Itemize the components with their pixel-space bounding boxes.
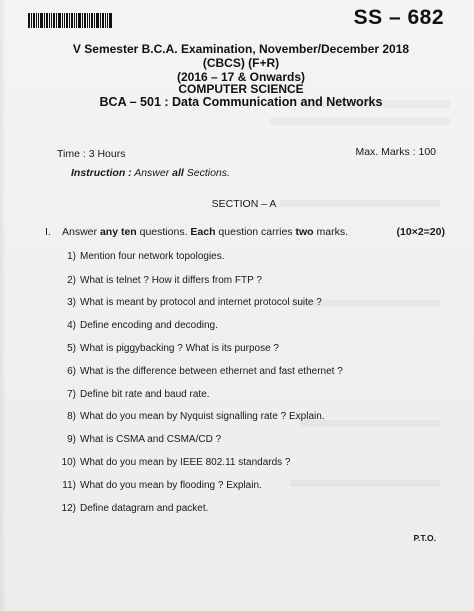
- question-number: 3): [67, 297, 76, 308]
- question-item: [58, 389, 210, 400]
- question-text: What is meant by protocol and internet protocol suite ?: [80, 297, 322, 308]
- question-number: 10): [61, 457, 76, 468]
- question-text: What do you mean by Nyquist signalling rate ? Explain.: [80, 411, 325, 422]
- subject-name: COMPUTER SCIENCE: [178, 82, 304, 96]
- time-allowed: Time : 3 Hours: [57, 148, 126, 160]
- main-question-text: [62, 226, 348, 238]
- instruction-text-after: Sections.: [183, 167, 230, 179]
- question-text: What is the difference between ethernet and fast ethernet ?: [80, 366, 343, 377]
- question-number: 8): [67, 411, 76, 422]
- mq-text-4: marks.: [313, 226, 348, 238]
- question-item: [58, 343, 279, 354]
- mq-bold-2: Each: [190, 226, 216, 238]
- max-marks: Max. Marks : 100: [355, 146, 436, 158]
- bleed-through: [270, 118, 450, 125]
- mq-bold-3: two: [295, 226, 314, 238]
- instruction-emphasis: all: [172, 167, 184, 179]
- page-edge-shadow: [0, 0, 6, 611]
- question-text: What do you mean by IEEE 802.11 standards ?: [80, 457, 291, 468]
- question-item: [58, 411, 325, 422]
- question-item: [58, 503, 208, 514]
- question-item: [58, 320, 218, 331]
- section-title: SECTION – A: [211, 198, 277, 210]
- barcode-icon: [28, 13, 112, 28]
- question-item: [58, 297, 322, 308]
- bleed-through: [290, 480, 440, 487]
- course-title: BCA – 501 : Data Communication and Networks: [99, 95, 383, 109]
- question-text: What is piggybacking ? What is its purpose ?: [80, 343, 279, 354]
- pto-label: P.T.O.: [413, 533, 436, 543]
- question-number: 5): [67, 343, 76, 354]
- question-number: 6): [67, 366, 76, 377]
- mq-text-3: question carries: [215, 226, 296, 238]
- question-text: What do you mean by flooding ? Explain.: [80, 480, 262, 491]
- question-text: Define encoding and decoding.: [80, 320, 218, 331]
- main-question-number: I.: [45, 226, 51, 238]
- question-item: [58, 366, 343, 377]
- question-number: 1): [67, 251, 76, 262]
- question-text: What is telnet ? How it differs from FTP ?: [80, 275, 262, 286]
- mq-text-1: Answer: [62, 226, 100, 238]
- instruction: [71, 167, 230, 179]
- question-text: What is CSMA and CSMA/CD ?: [80, 434, 222, 445]
- question-item: [58, 275, 262, 286]
- mq-bold-1: any ten: [99, 226, 137, 238]
- exam-batch: (2016 – 17 & Onwards): [176, 70, 306, 84]
- question-text: Define bit rate and baud rate.: [80, 389, 210, 400]
- question-number: 12): [61, 503, 76, 514]
- instruction-text-before: Answer: [134, 167, 173, 179]
- question-number: 11): [62, 480, 76, 491]
- exam-title: V Semester B.C.A. Examination, November/December 2018: [72, 42, 410, 56]
- question-text: Mention four network topologies.: [80, 251, 225, 262]
- question-item: [58, 480, 262, 491]
- question-item: [58, 434, 221, 445]
- paper-code: SS – 682: [353, 6, 444, 29]
- main-question-marks: (10×2=20): [396, 226, 445, 238]
- question-item: [58, 457, 291, 468]
- question-text: Define datagram and packet.: [80, 503, 209, 514]
- question-number: 7): [67, 389, 76, 400]
- question-number: 4): [67, 320, 76, 331]
- question-number: 9): [67, 434, 76, 445]
- instruction-label: Instruction :: [71, 167, 132, 179]
- exam-scheme: (CBCS) (F+R): [202, 56, 280, 70]
- question-number: 2): [67, 275, 76, 286]
- mq-text-2: questions.: [136, 226, 191, 238]
- question-item: [58, 251, 225, 262]
